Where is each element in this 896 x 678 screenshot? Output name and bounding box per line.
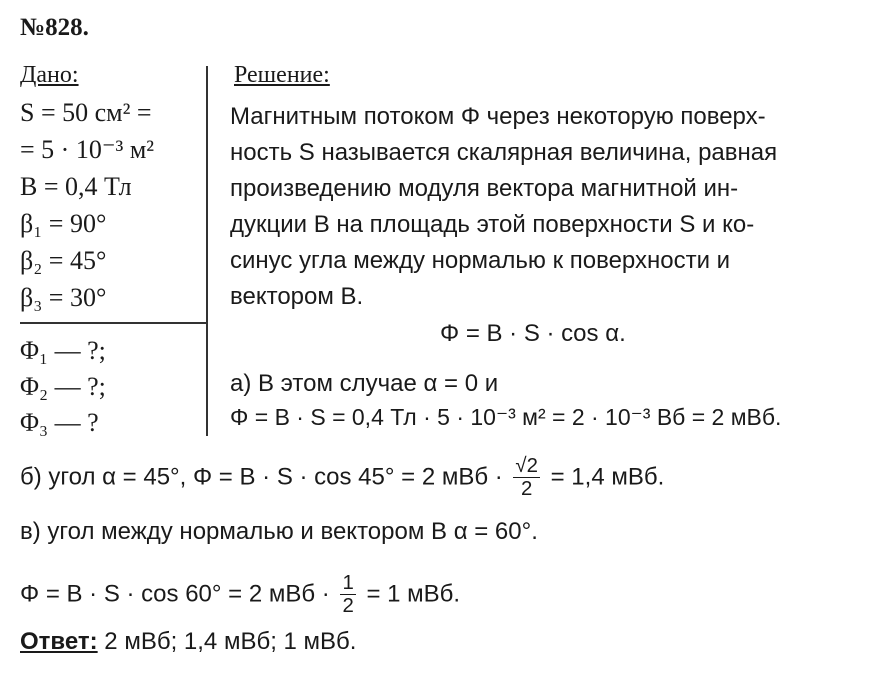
fraction-denominator: 2 — [342, 595, 354, 618]
given-heading: Дано: — [20, 62, 79, 88]
case-c-line — [20, 572, 460, 618]
solution-heading: Решение: — [234, 62, 330, 88]
given-line-beta2: β₂ = 45° — [20, 246, 107, 275]
case-c-intro: в) угол между нормалью и вектором B α = 60°. — [20, 518, 538, 545]
sqrt2-over-2-fraction — [513, 455, 540, 501]
solution-line-5: синус угла между нормалью к поверхности и — [230, 247, 731, 274]
case-a-intro: а) В этом случае α = 0 и — [230, 370, 499, 397]
flux-formula: Φ = B · S · cos α. — [440, 320, 626, 347]
given-line-beta1: β₁ = 90° — [20, 209, 107, 238]
case-b-prefix: б) угол α = 45°, Φ = B · S · cos 45° = 2 мВб · — [20, 463, 503, 491]
case-b-result: = 1,4 мВб. — [550, 463, 665, 491]
solution-line-6: вектором B. — [230, 283, 364, 310]
case-a-calculation: Φ = B · S = 0,4 Тл · 5 · 10⁻³ м² = 2 · 10⁻³ Вб = 2 мВб. — [230, 404, 782, 430]
answer-line — [20, 628, 356, 656]
fraction-denominator: 2 — [521, 478, 533, 501]
given-divider-horizontal — [20, 322, 206, 324]
given-line-area: S = 50 см² = — [20, 98, 152, 127]
solution-line-4: дукции B на площадь этой поверхности S и ко- — [230, 211, 755, 238]
answer-text: 2 мВб; 1,4 мВб; 1 мВб. — [97, 628, 357, 655]
solution-line-3: произведению модуля вектора магнитной ин- — [230, 175, 739, 202]
case-b-line — [20, 455, 664, 501]
case-c-prefix: Φ = B · S · cos 60° = 2 мВб · — [20, 580, 330, 608]
case-c-result: = 1 мВб. — [366, 580, 461, 608]
given-divider-vertical — [206, 66, 208, 436]
fraction-numerator: 1 — [342, 572, 354, 594]
unknown-flux-1: Φ₁ — ?; — [20, 336, 106, 365]
solution-line-1: Магнитным потоком Φ через некоторую поверх- — [230, 103, 766, 130]
solution-line-2: ность S называется скалярная величина, равная — [230, 139, 778, 166]
fraction-numerator: √2 — [515, 455, 538, 477]
problem-number: №828. — [20, 14, 89, 41]
unknown-flux-2: Φ₂ — ?; — [20, 372, 106, 401]
answer-label: Ответ: — [20, 628, 98, 655]
one-half-fraction — [340, 572, 355, 618]
given-line-area-si: = 5 · 10⁻³ м² — [20, 135, 155, 164]
given-line-beta3: β₃ = 30° — [20, 283, 107, 312]
unknown-flux-3: Φ₃ — ? — [20, 408, 99, 437]
given-line-induction: B = 0,4 Тл — [20, 172, 132, 201]
